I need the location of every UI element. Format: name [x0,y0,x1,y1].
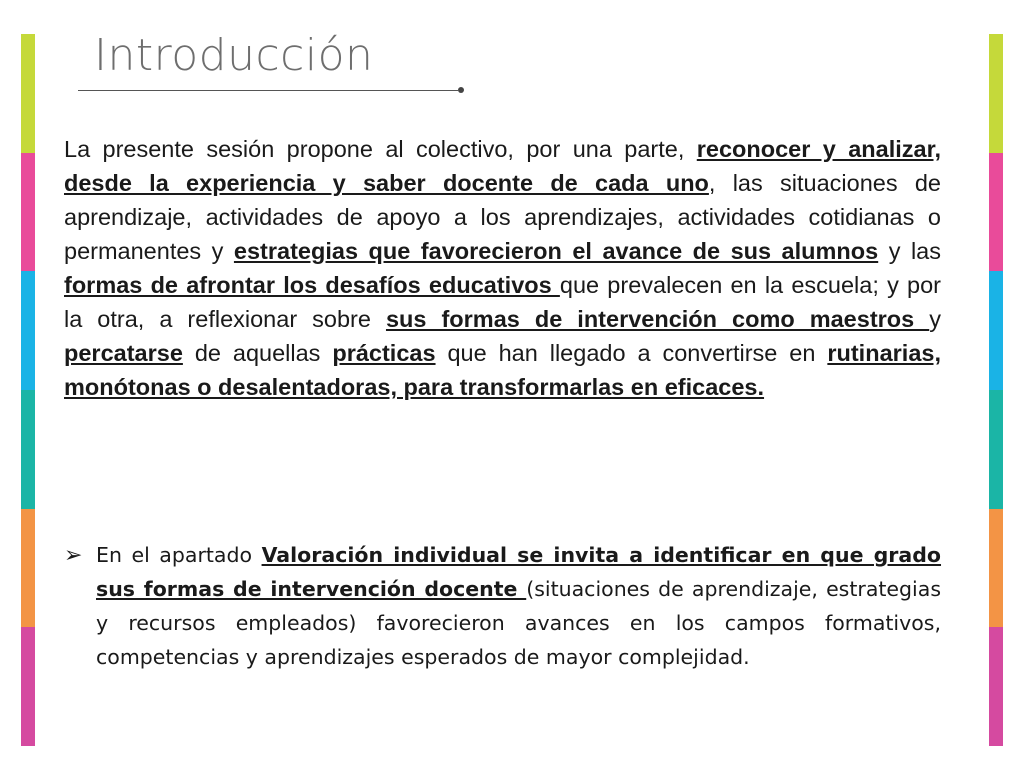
accent-segment-lime [21,34,35,153]
bullet-item [64,538,941,674]
bullet-plain-text: En el apartado [96,543,262,567]
accent-segment-pink [21,153,35,272]
paragraph-emphasis: prácticas [332,340,436,366]
title-underline [78,90,458,91]
accent-segment-magenta [989,627,1003,746]
accent-segment-blue [21,271,35,390]
paragraph-text: y [929,306,941,332]
paragraph-emphasis: reconocer y analizar, desde la experiencia y saber docente de cada uno [64,136,941,196]
right-accent-bar [989,34,1003,746]
paragraph-emphasis: formas de afrontar los desafíos educativos [64,272,560,298]
accent-segment-lime [989,34,1003,153]
accent-segment-pink [989,153,1003,272]
paragraph-text: La presente sesión propone al colectivo, por una parte, [64,136,697,162]
bullet-text [96,538,941,674]
title-dot [458,87,464,93]
paragraph-text: que prevalecen en la escuela; y por la otra, a reflexionar sobre [64,272,941,332]
slide-title: Introducción [94,30,374,81]
accent-segment-blue [989,271,1003,390]
accent-segment-orange [989,509,1003,628]
accent-segment-teal [21,390,35,509]
bullet-plain-text: (situaciones de aprendizaje, estrategias y recursos empleados) favorecieron avances en los campos formativos, competencias y aprendizajes esperados de mayor complejidad. [96,577,941,669]
paragraph-text: y las [878,238,941,264]
bullet-emphasis: Valoración individual se invita a identificar en que grado sus formas de intervención docente [96,543,942,601]
paragraph-text: que han llegado a convertirse en [435,340,828,366]
paragraph-text: , las situaciones de aprendizaje, actividades de apoyo a los aprendizajes, actividades cotidianas o permanentes y [64,170,941,264]
paragraph-emphasis: sus formas de intervención como maestros [385,306,930,332]
accent-segment-magenta [21,627,35,746]
paragraph-emphasis: percatarse [64,340,183,366]
left-accent-bar [21,34,35,746]
paragraph-emphasis: rutinarias, monótonas o desalentadoras, para transformarlas en eficaces. [64,340,941,400]
accent-segment-orange [21,509,35,628]
arrow-bullet-icon: ➢ [64,542,83,567]
accent-segment-teal [989,390,1003,509]
paragraph-emphasis: estrategias que favorecieron el avance de sus alumnos [233,238,879,264]
intro-paragraph [64,132,941,404]
paragraph-text: de aquellas [182,340,333,366]
